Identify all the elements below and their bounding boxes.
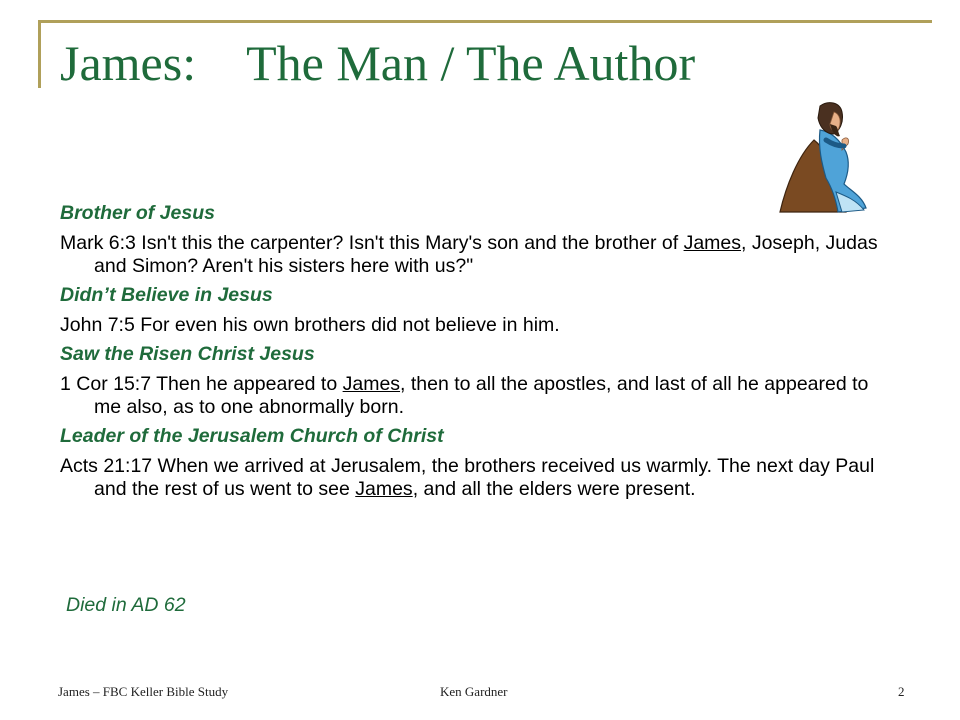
verse-text (60, 314, 890, 337)
verse-text (60, 455, 890, 501)
page-number: 2 (898, 684, 905, 699)
verse-lead: Acts 21:17 When we arrived at Jerusalem, the brothers received us warmly. The next day Paul and the rest of us went to see (60, 455, 875, 500)
section-heading: Brother of Jesus (60, 202, 215, 224)
section-heading: Saw the Risen Christ Jesus (60, 343, 315, 365)
section-church-leader (60, 425, 890, 501)
verse-lead: Mark 6:3 Isn't this the carpenter? Isn't this Mary's son and the brother of (60, 232, 684, 254)
slide-body (60, 202, 890, 507)
frame-top-rule (38, 20, 932, 23)
section-risen-christ (60, 343, 890, 419)
section-heading: Didn’t Believe in Jesus (60, 284, 273, 306)
verse-text (60, 373, 890, 419)
died-note: Died in AD 62 (66, 594, 186, 616)
verse-lead: John 7:5 For even his own brothers did not believe in him. (60, 314, 560, 336)
verse-lead: 1 Cor 15:7 Then he appeared to (60, 373, 343, 395)
section-heading: Leader of the Jerusalem Church of Christ (60, 425, 444, 447)
praying-man-icon (776, 100, 868, 216)
verse-trail: , and all the elders were present. (412, 478, 696, 500)
section-unbelief (60, 284, 890, 337)
slide-title (60, 35, 696, 91)
verse-underlined-name: James (342, 373, 401, 395)
section-brother (60, 202, 890, 278)
verse-text (60, 232, 890, 278)
frame-left-rule (38, 20, 41, 88)
verse-trail: , then to all the apostles, and last of all he appeared to me also, as to one abnormally born. (94, 373, 869, 418)
verse-trail: , Joseph, Judas and Simon? Aren't his sisters here with us?" (94, 232, 878, 277)
verse-underlined-name: James (683, 232, 741, 254)
title-part-1: James: (60, 35, 197, 91)
footer-author: Ken Gardner (440, 684, 508, 699)
footer-left: James – FBC Keller Bible Study (58, 684, 229, 699)
title-part-2: The Man / The Author (246, 35, 696, 91)
verse-underlined-name: James (355, 478, 413, 500)
